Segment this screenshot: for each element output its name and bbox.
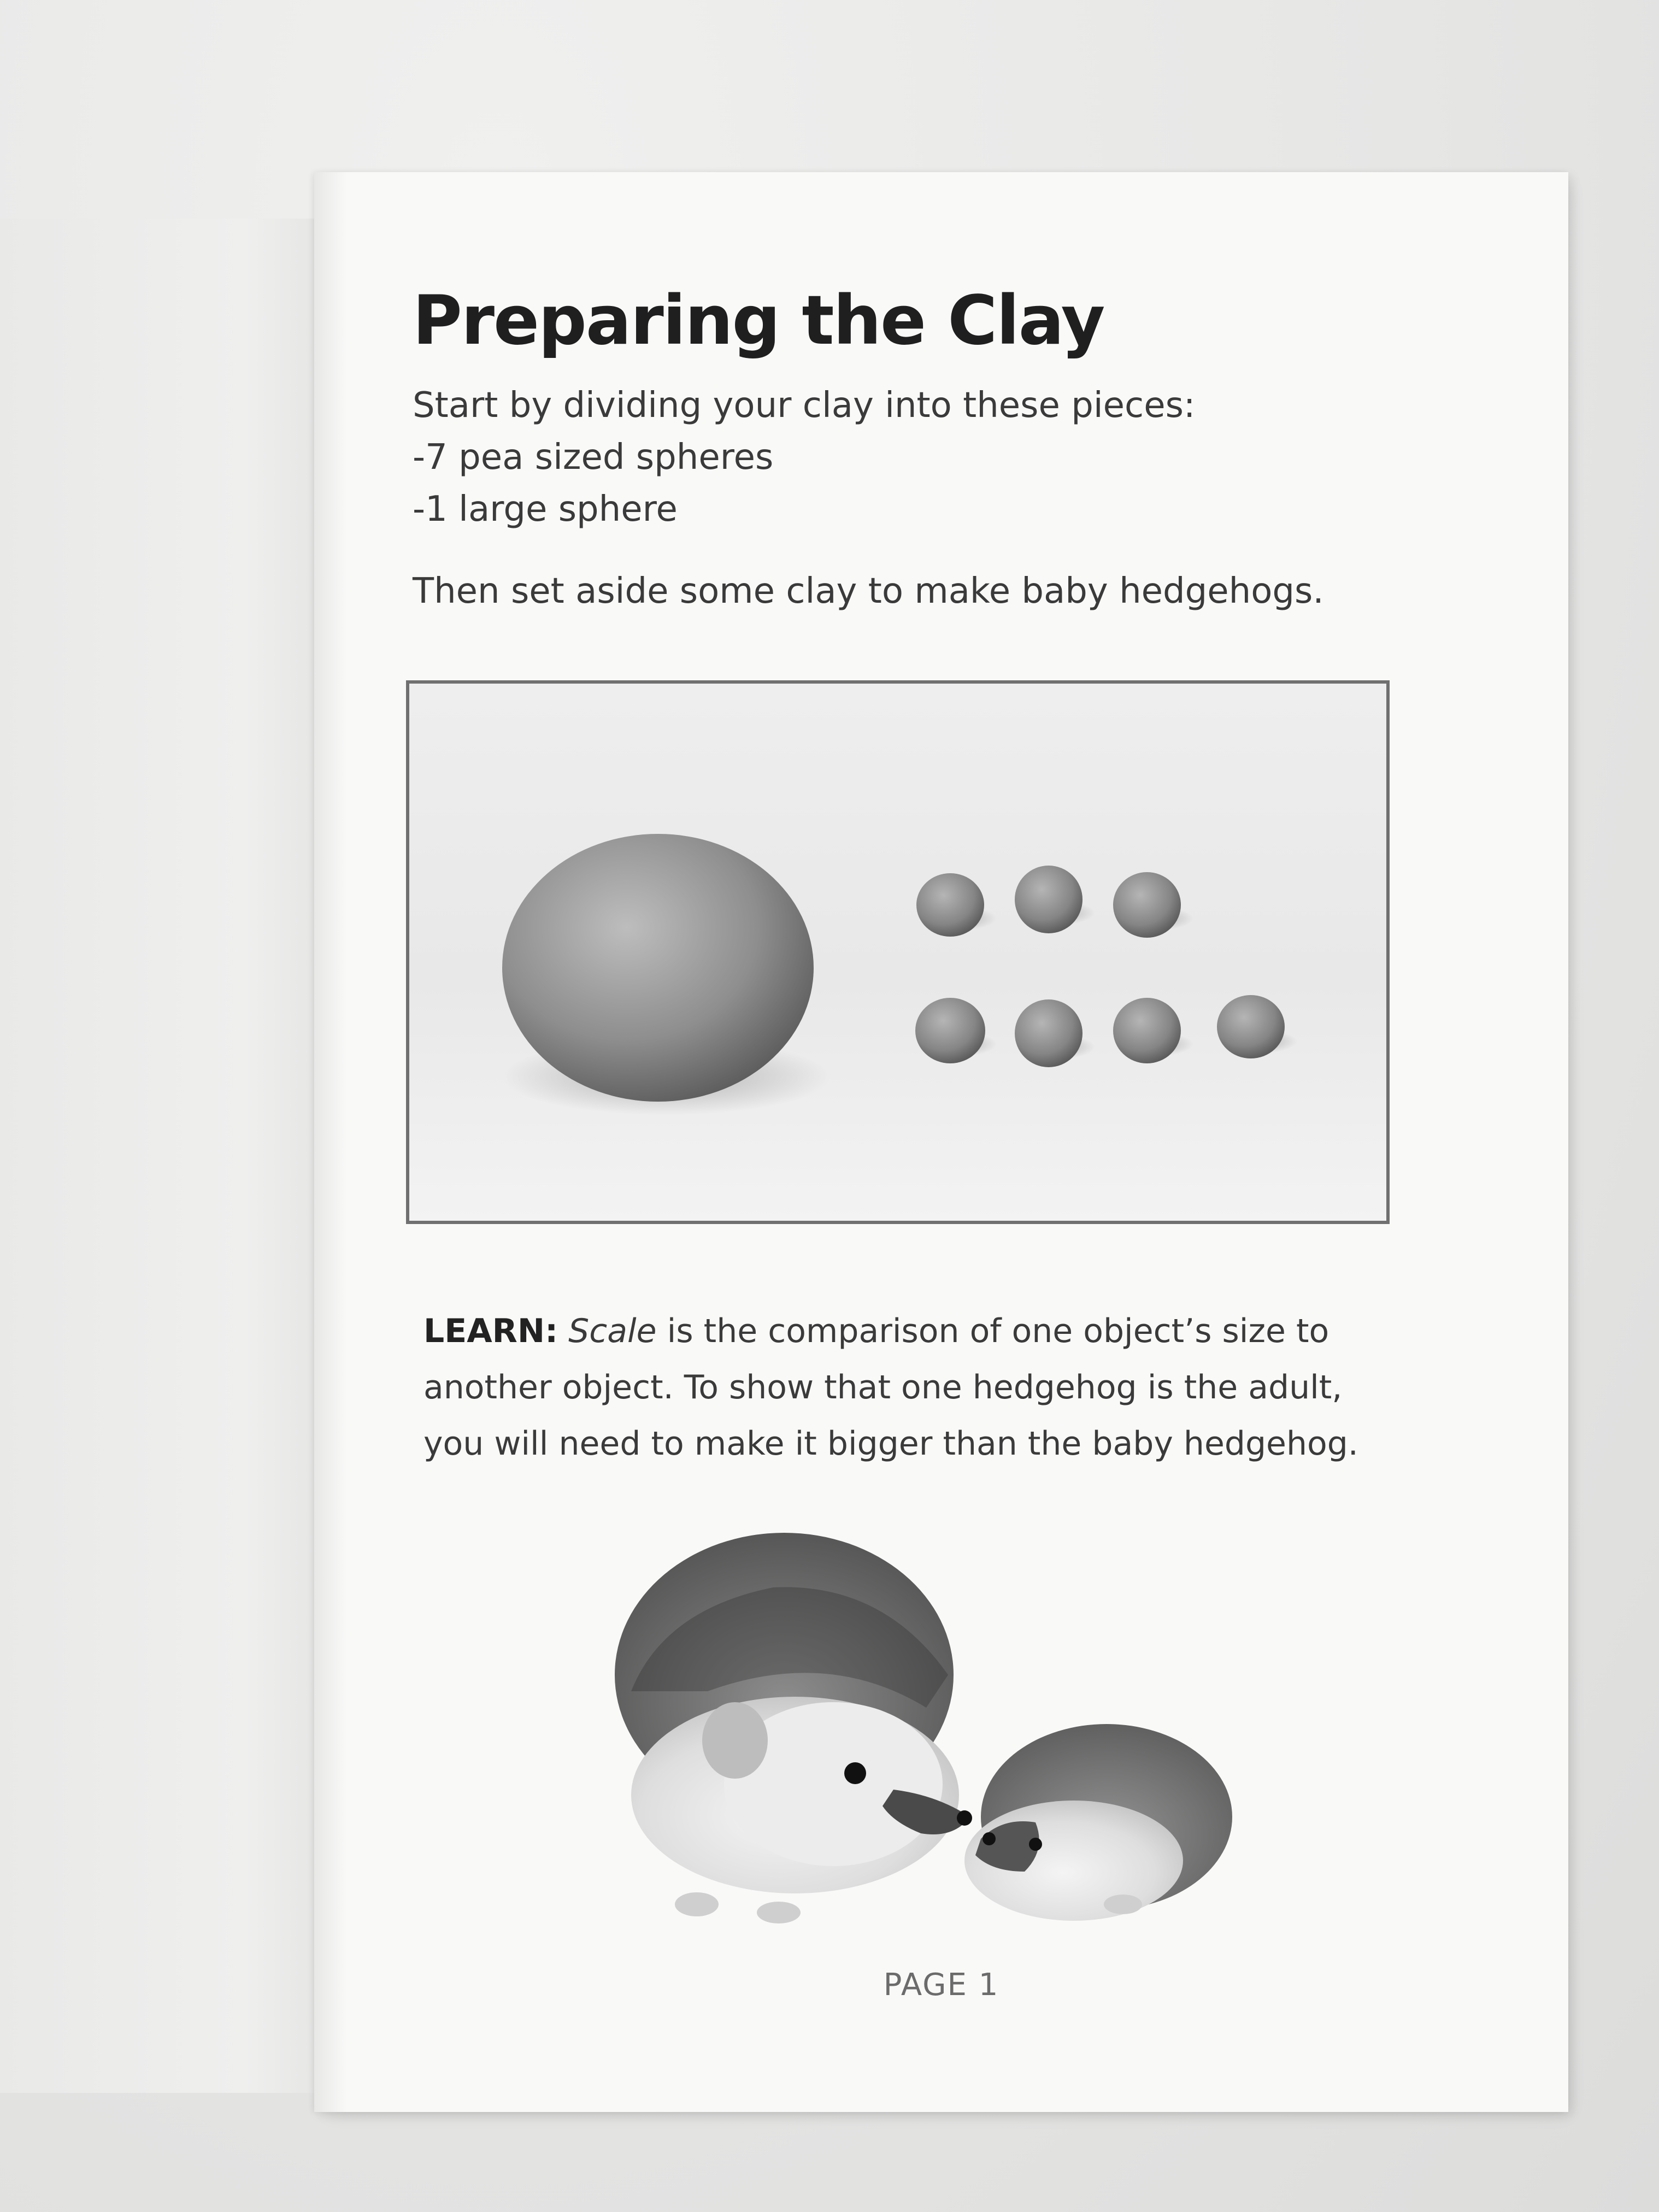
hedgehogs-photo <box>598 1511 1265 1929</box>
learn-term: Scale <box>568 1312 657 1350</box>
large-clay-sphere <box>502 834 830 1115</box>
learn-paragraph <box>423 1303 1407 1472</box>
clay-spheres-photo <box>406 680 1390 1224</box>
small-clay-spheres <box>915 866 1297 1067</box>
page-number: PAGE 1 <box>883 1967 999 2003</box>
page-gutter-shadow <box>314 172 347 2112</box>
learn-text: is the comparison of one object’s size to another object. To show that one hedgehog is the adult, you will need to make it bigger than the baby hedgehog. <box>423 1312 1358 1463</box>
pieces-item: -7 pea sized spheres <box>413 437 774 478</box>
learn-label: LEARN: <box>423 1312 558 1350</box>
pieces-item: -1 large sphere <box>413 489 678 530</box>
aside-text: Then set aside some clay to make baby hedgehogs. <box>413 571 1324 611</box>
intro-text: Start by dividing your clay into these pieces: <box>413 385 1196 426</box>
adult-hedgehog <box>615 1533 972 1923</box>
baby-hedgehog <box>964 1724 1232 1921</box>
booklet-page <box>314 172 1568 2112</box>
left-blank-page <box>0 219 350 2093</box>
page-title: Preparing the Clay <box>413 281 1104 360</box>
